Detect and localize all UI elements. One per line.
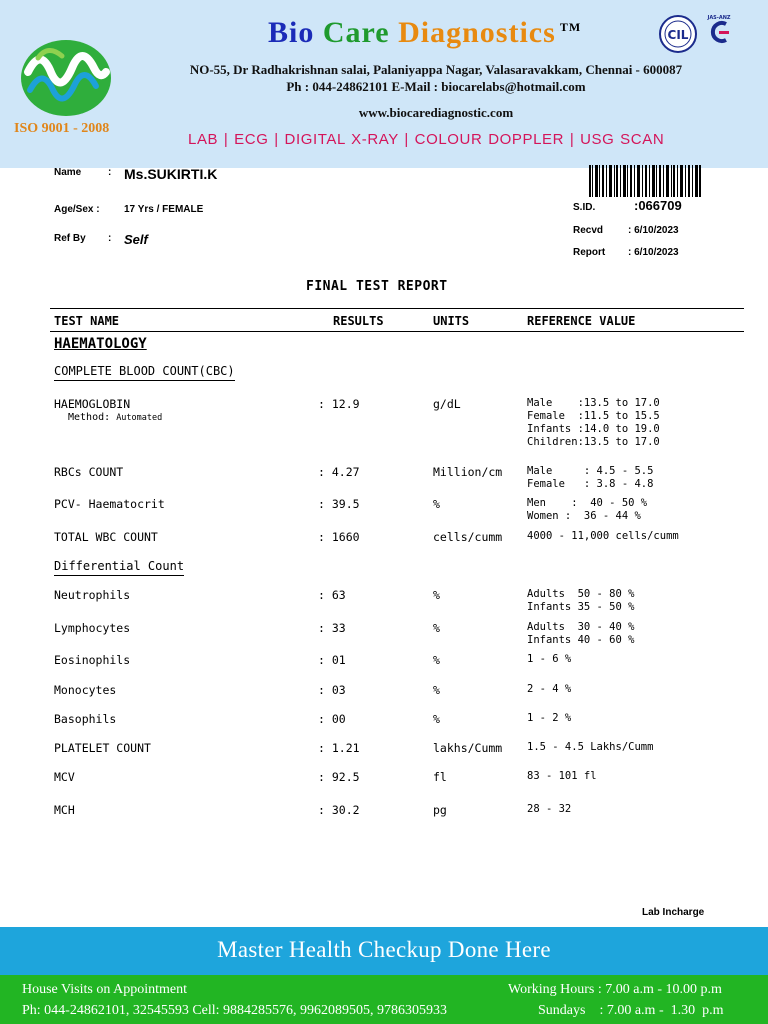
subsection-cbc [54, 364, 235, 378]
test-name: Neutrophils [54, 588, 131, 602]
test-result: : 4.27 [318, 465, 360, 479]
test-reference: 28 - 32 [527, 803, 572, 815]
test-reference: Male : 4.5 - 5.5 Female : 3.8 - 4.8 [527, 465, 654, 490]
footer-info [0, 975, 768, 1024]
jas-anz-icon [702, 12, 736, 46]
subsection-differential [54, 559, 184, 573]
ref-by-label: Ref By [54, 233, 86, 244]
subsection-cbc-label: COMPLETE BLOOD COUNT(CBC) [54, 364, 235, 381]
sunday-hours: Sundays : 7.00 a.m - 1.30 p.m [538, 1003, 724, 1018]
test-method [68, 412, 162, 423]
test-result: : 92.5 [318, 770, 360, 784]
test-name: PLATELET COUNT [54, 741, 151, 755]
test-result: : 03 [318, 683, 346, 697]
test-unit: % [433, 497, 440, 511]
iso-certification: ISO 9001 - 2008 [14, 121, 110, 136]
test-unit: pg [433, 803, 447, 817]
trademark-mark: TM [559, 20, 582, 34]
barcode-icon [589, 165, 701, 197]
test-reference: Adults 50 - 80 % Infants 35 - 50 % [527, 588, 635, 613]
test-name: Monocytes [54, 683, 117, 697]
name-separator: : [108, 167, 112, 178]
test-reference: 4000 - 11,000 cells/cumm [527, 530, 679, 542]
header-rule-top [50, 308, 744, 309]
brand-word-bio: Bio [268, 16, 315, 49]
letterhead [0, 0, 768, 168]
test-reference: Male :13.5 to 17.0 Female :11.5 to 15.5 Infants :14.0 to 19.0 Children:13.5 to 17.0 [527, 397, 660, 448]
certification-seal-icon [658, 14, 698, 54]
contact-line: Ph : 044-24862101 E-Mail : biocarelabs@hotmail.com [286, 79, 586, 94]
brand-name [268, 16, 581, 50]
services-list: LAB | ECG | DIGITAL X-RAY | COLOUR DOPPLER | USG SCAN [188, 131, 665, 148]
brand-word-care: Care [322, 16, 390, 49]
report-label: Report [573, 247, 606, 258]
age-sex-label: Age/Sex : [54, 204, 100, 215]
footer-phones: Ph: 044-24862101, 32545593 Cell: 9884285576, 9962089505, 9786305933 [22, 1003, 448, 1018]
method-label: Method: [68, 412, 111, 423]
ref-by-separator: : [108, 233, 112, 244]
footer-banner [0, 927, 768, 975]
patient-name: Ms.SUKIRTI.K [124, 166, 218, 182]
header-rule-bottom [50, 331, 744, 332]
test-name: HAEMOGLOBIN [54, 397, 131, 411]
test-name: Eosinophils [54, 653, 131, 667]
test-name: TOTAL WBC COUNT [54, 530, 158, 544]
test-reference: 1 - 6 % [527, 653, 572, 665]
test-result: : 30.2 [318, 803, 360, 817]
test-name: PCV- Haematocrit [54, 497, 165, 511]
lab-incharge-signatory: Lab Incharge [642, 907, 705, 918]
col-reference: REFERENCE VALUE [527, 314, 636, 328]
test-name: MCV [54, 770, 75, 784]
test-name: RBCs COUNT [54, 465, 124, 479]
footer-banner-text: Master Health Checkup Done Here [217, 937, 551, 962]
test-reference: 83 - 101 fl [527, 770, 597, 782]
col-units: UNITS [433, 314, 470, 328]
test-unit: lakhs/Cumm [433, 741, 503, 755]
test-result: : 01 [318, 653, 346, 667]
jas-anz-label: JAS-ANZ [707, 15, 731, 21]
test-unit: % [433, 712, 440, 726]
sid-label: S.ID. [573, 202, 596, 213]
col-test-name: TEST NAME [54, 314, 120, 328]
svg-text:CIL: CIL [667, 28, 689, 42]
test-unit: % [433, 653, 440, 667]
test-result: : 63 [318, 588, 346, 602]
test-unit: % [433, 588, 440, 602]
test-result: : 39.5 [318, 497, 360, 511]
subsection-differential-label: Differential Count [54, 559, 184, 576]
test-reference: 1.5 - 4.5 Lakhs/Cumm [527, 741, 654, 753]
sid-value: :066709 [634, 198, 682, 213]
section-haematology: HAEMATOLOGY [54, 336, 147, 352]
method-value: Automated [116, 413, 163, 423]
age-sex-value: 17 Yrs / FEMALE [124, 204, 204, 215]
col-results: RESULTS [333, 314, 384, 328]
working-hours: Working Hours : 7.00 a.m - 10.00 p.m [508, 982, 722, 997]
test-reference: Adults 30 - 40 % Infants 40 - 60 % [527, 621, 635, 646]
recvd-date: : 6/10/2023 [628, 225, 679, 236]
house-visits: House Visits on Appointment [22, 982, 187, 997]
test-result: : 33 [318, 621, 346, 635]
test-name: Basophils [54, 712, 117, 726]
test-name: MCH [54, 803, 75, 817]
brand-word-diagnostics: Diagnostics [398, 16, 556, 49]
address-line: NO-55, Dr Radhakrishnan salai, Palaniyappa Nagar, Valasaravakkam, Chennai - 600087 [189, 62, 683, 77]
recvd-label: Recvd [573, 225, 604, 236]
test-unit: Million/cm [433, 465, 503, 479]
test-reference: Men : 40 - 50 % Women : 36 - 44 % [527, 497, 648, 522]
test-unit: g/dL [433, 397, 461, 411]
test-unit: % [433, 621, 440, 635]
test-result: : 1660 [318, 530, 360, 544]
test-unit: fl [433, 770, 447, 784]
test-unit: cells/cumm [433, 530, 503, 544]
website: www.biocarediagnostic.com [358, 105, 514, 120]
report-title: FINAL TEST REPORT [306, 279, 448, 294]
test-result: : 12.9 [318, 397, 360, 411]
test-unit: % [433, 683, 440, 697]
test-reference: 1 - 2 % [527, 712, 572, 724]
test-name: Lymphocytes [54, 621, 131, 635]
ref-by-value: Self [124, 232, 148, 247]
test-result: : 1.21 [318, 741, 360, 755]
name-label: Name [54, 167, 82, 178]
report-date: : 6/10/2023 [628, 247, 679, 258]
test-result: : 00 [318, 712, 346, 726]
test-reference: 2 - 4 % [527, 683, 572, 695]
